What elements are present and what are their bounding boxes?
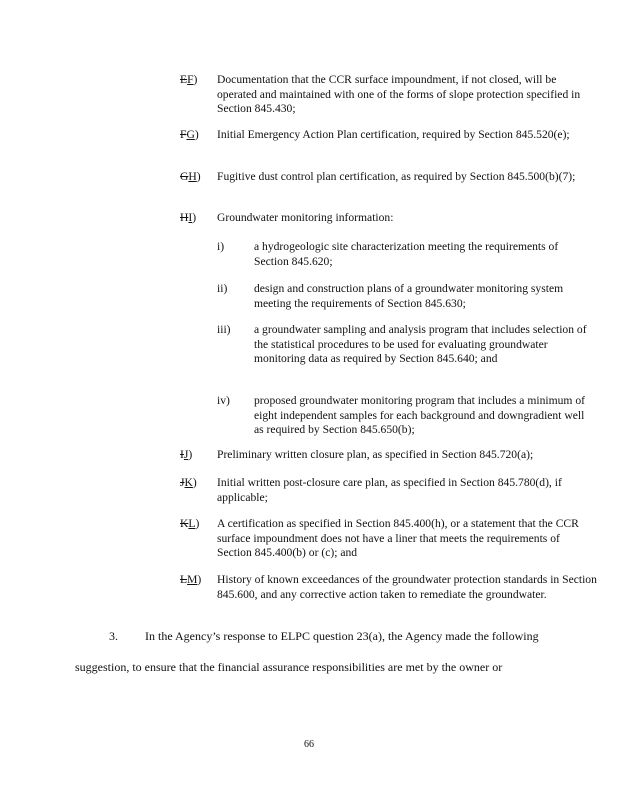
list-item-h [180, 170, 600, 185]
sub-item-marker: iv) [217, 394, 230, 407]
sub-item-marker: i) [217, 240, 225, 253]
item-text: Preliminary written closure plan, as specified in Section 845.720(a); [217, 448, 534, 461]
sub-item-marker: ii) [217, 282, 228, 295]
list-item-l [180, 517, 600, 561]
item-text: Groundwater monitoring information: [217, 211, 394, 224]
sub-item-text: a groundwater sampling and analysis program that includes selection of the statistical procedures to be used for evaluating groundwater monitoring data as required by Section 845.640; and [254, 323, 587, 366]
list-item-j [180, 448, 600, 463]
paragraph-line-2: suggestion, to ensure that the financial assurance responsibilities are met by the owner or [75, 660, 503, 674]
sub-item-text: design and construction plans of a groundwater monitoring system meeting the requirements of Section 845.630; [254, 282, 564, 310]
list-item-g [180, 128, 600, 143]
list-item-f [180, 73, 600, 117]
sub-item-text: a hydrogeologic site characterization meeting the requirements of Section 845.620; [254, 240, 559, 268]
item-marker: IJ) [180, 448, 193, 461]
list-item-i [180, 211, 600, 226]
item-text: Fugitive dust control plan certification, as required by Section 845.500(b)(7); [217, 170, 576, 183]
sub-item-iv [217, 394, 597, 438]
sub-item-i [217, 240, 597, 269]
sub-item-ii [217, 282, 597, 311]
item-marker: GH) [180, 170, 201, 183]
item-text: History of known exceedances of the groundwater protection standards in Section 845.600, and any corrective action taken to remediate the groundwater. [217, 573, 597, 601]
item-marker: JK) [180, 476, 197, 489]
paragraph-line-1: In the Agency’s response to ELPC question 23(a), the Agency made the following [145, 629, 539, 643]
item-marker: LM) [180, 573, 202, 586]
list-item-m [180, 573, 600, 602]
paragraph-number: 3. [109, 629, 118, 643]
item-marker: EF) [180, 73, 198, 86]
page-number: 66 [304, 739, 314, 750]
item-text: A certification as specified in Section 845.400(h), or a statement that the CCR surface impoundment does not have a liner that meets the requirements of Section 845.400(b) or (c); and [217, 517, 579, 560]
item-marker: HI) [180, 211, 197, 224]
sub-item-iii [217, 323, 597, 367]
item-marker: FG) [180, 128, 199, 141]
item-text: Documentation that the CCR surface impoundment, if not closed, will be operated and maintained with one of the forms of slope protection specified in Section 845.430; [217, 73, 581, 116]
item-text: Initial written post-closure care plan, as specified in Section 845.780(d), if applicable; [217, 476, 562, 504]
sub-item-text: proposed groundwater monitoring program that includes a minimum of eight independent samples for each background and downgradient well as required by Section 845.650(b); [254, 394, 585, 437]
item-text: Initial Emergency Action Plan certification, required by Section 845.520(e); [217, 128, 570, 141]
item-marker: KL) [180, 517, 200, 530]
sub-item-marker: iii) [217, 323, 231, 336]
list-item-k [180, 476, 600, 505]
